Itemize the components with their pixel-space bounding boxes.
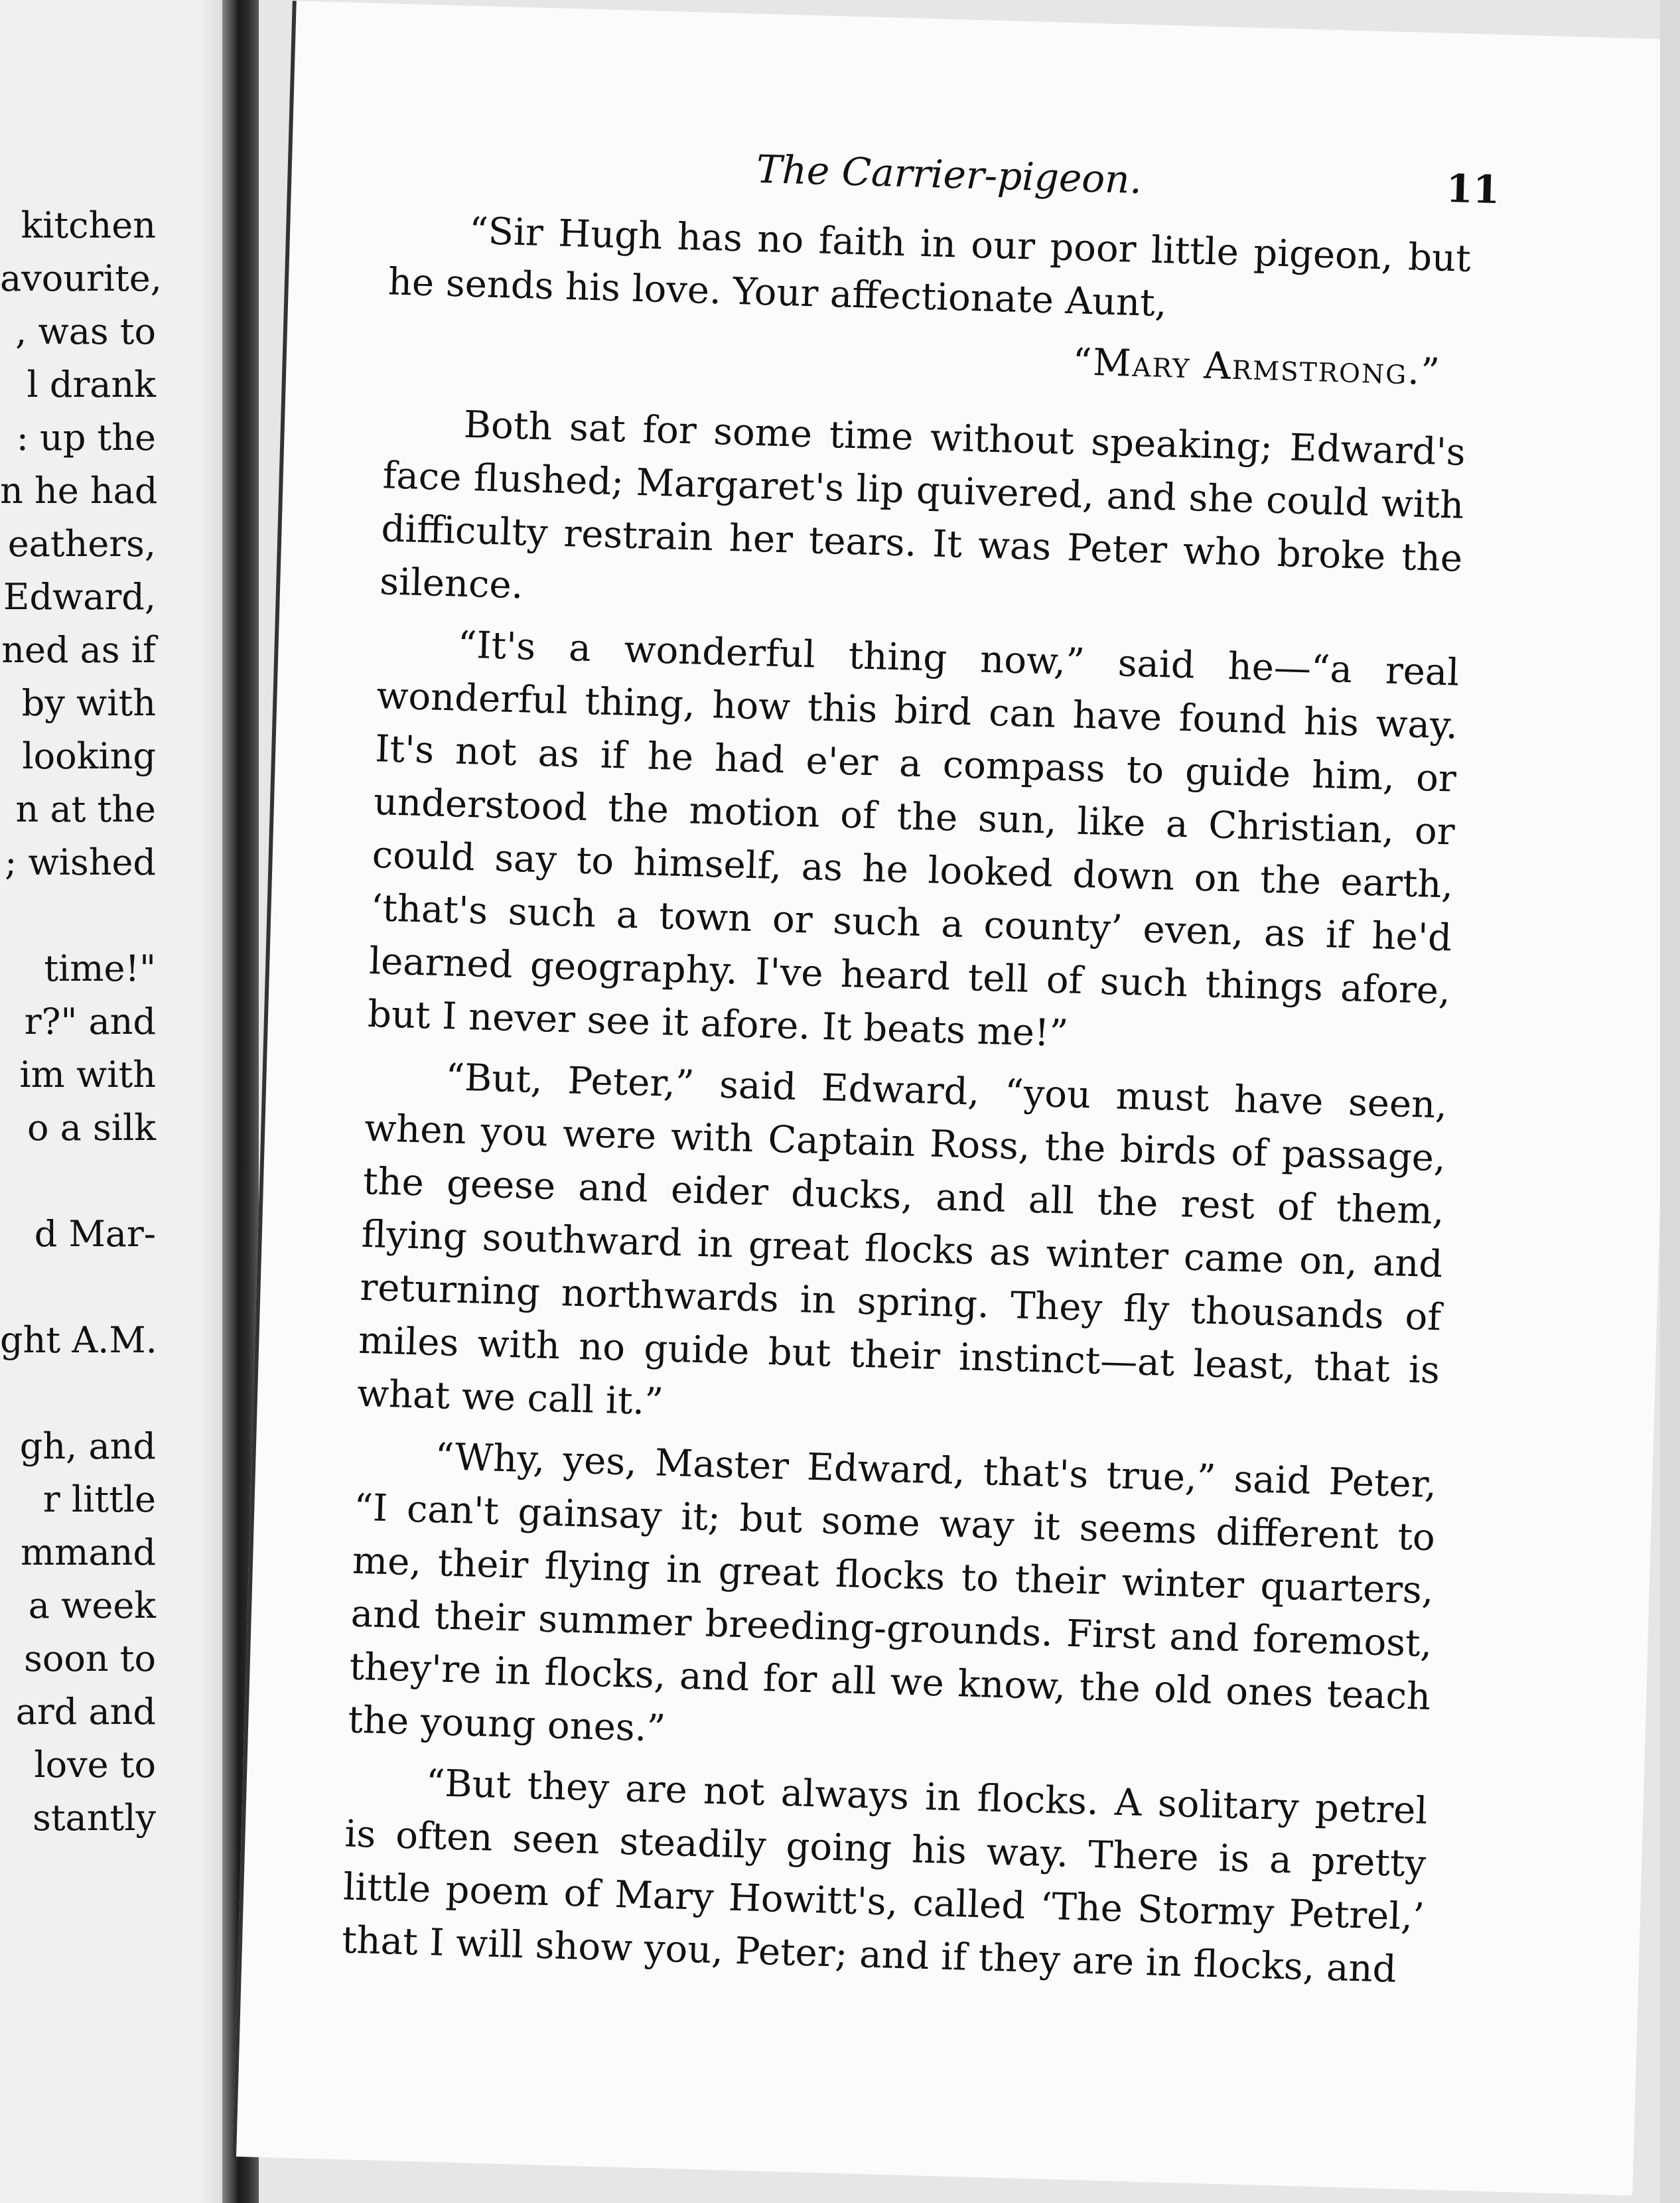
- running-title: The Carrier-pigeon.: [756, 146, 1143, 202]
- left-page-line: kitchen: [21, 204, 156, 246]
- left-page-line: [0, 889, 156, 942]
- left-page-line: r?" and: [24, 1001, 156, 1042]
- letter-close: “Sir Hugh has no faith in our poor little pigeon, but he sends his love. Your affectionate Aunt,: [387, 209, 1472, 326]
- left-page-line: o a silk: [27, 1107, 156, 1149]
- paragraph: “It's a wonderful thing now,” said he—“a real wonderful thing, how this bird can have found his way. It's not as if he had e'er a compass to guide him, or understood the motion of the sun, like a Christian, or could say to himself, as he looked down on the earth, ‘that's such a town or such a county’ even, as if he'd learned geography. I've heard tell of such things afore, but I never see it afore. It beats me!”: [367, 623, 1460, 1056]
- left-page-line: ght A.M.: [0, 1319, 157, 1361]
- left-page-line: eathers,: [7, 523, 156, 565]
- left-page-line: ard and: [15, 1691, 156, 1733]
- right-page: [232, 1, 1680, 2196]
- left-page-line: r little: [42, 1478, 156, 1520]
- left-page-line: ned as if: [1, 629, 156, 671]
- left-page-line: looking: [22, 735, 156, 777]
- letter-signature: “Mary Armstrong.”: [1072, 340, 1442, 394]
- left-page-line: [0, 1261, 156, 1314]
- left-page-line: n he had: [0, 470, 158, 512]
- left-page-line: : up the: [16, 417, 156, 459]
- scan-edge: [1660, 0, 1680, 2203]
- left-page-line: n at the: [15, 788, 156, 830]
- left-page-text: [0, 199, 162, 1845]
- left-page-line: d Mar-: [34, 1213, 156, 1255]
- left-page-line: stantly: [33, 1797, 156, 1839]
- left-page-line: ; wished: [5, 841, 156, 883]
- left-page-line: avourite,: [0, 257, 162, 299]
- left-page-line: love to: [34, 1744, 156, 1786]
- left-page-line: by with: [21, 682, 156, 724]
- left-page-fragment: [0, 0, 232, 2203]
- paragraph: “Why, yes, Master Edward, that's true,” said Peter, “I can't gainsay it; but some way it seems different to me, their flying in great flocks to their winter quarters, and their summer breeding-grounds. First and foremost, they're in flocks, and for all we know, the old ones teach the young ones.”: [347, 1435, 1437, 1750]
- left-page-line: [0, 1155, 156, 1208]
- paragraph: “But they are not always in flocks. A solitary petrel is often seen steadily going his way. There is a pretty little poem of Mary Howitt's, called ‘The Stormy Petrel,’ that I will show you, Peter; and if they are in flocks, and: [341, 1761, 1429, 1991]
- left-page-line: a week: [28, 1585, 156, 1626]
- left-page-line: time!": [44, 948, 156, 989]
- left-page-line: im with: [19, 1054, 156, 1096]
- left-page-line: , was to: [15, 311, 156, 352]
- page-number: 11: [1445, 165, 1501, 213]
- paragraph: “But, Peter,” said Edward, “you must have seen, when you were with Captain Ross, the birds of passage, the geese and eider ducks, and all the rest of them, flying southward in great flocks as winter came on, and returning northwards in spring. They fly thousands of miles with no guide but their instinct—at least, that is what we call it.”: [356, 1056, 1448, 1424]
- left-page-line: soon to: [24, 1638, 156, 1679]
- left-page-line: [0, 1367, 156, 1420]
- left-page-line: mmand: [21, 1531, 156, 1573]
- page-body: [341, 202, 1472, 2005]
- left-page-line: Edward,: [3, 576, 156, 618]
- paragraph: Both sat for some time without speaking; Edward's face flushed; Margaret's lip quivered, and she could with difficulty restrain her tears. It was Peter who broke the silence.: [379, 403, 1466, 608]
- left-page-line: l drank: [27, 364, 156, 405]
- left-page-line: gh, and: [19, 1425, 156, 1467]
